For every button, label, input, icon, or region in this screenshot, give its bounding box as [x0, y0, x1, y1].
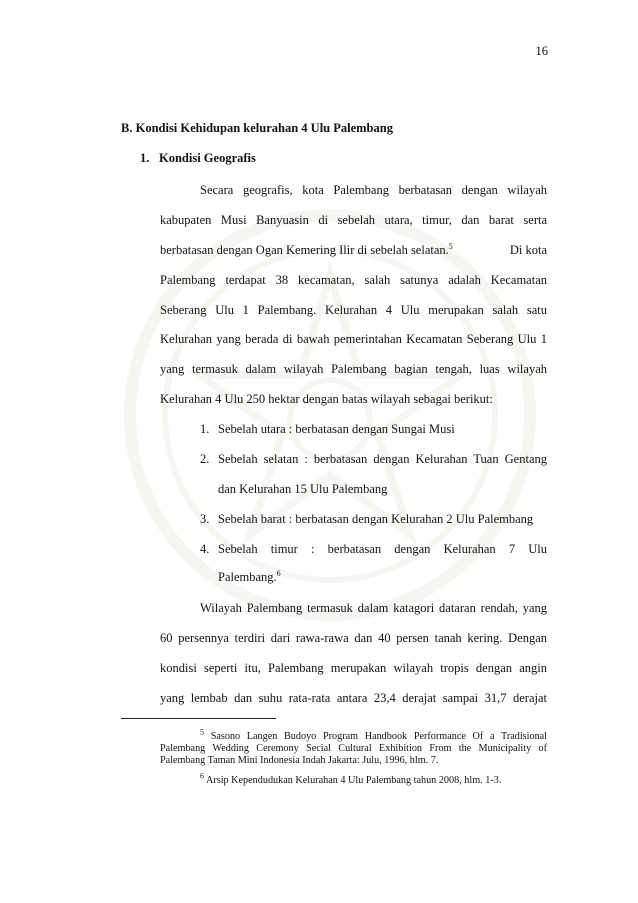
paragraph-line: Kelurahan yang berada di bawah pemerintahan Kecamatan Seberang Ulu 1: [160, 332, 547, 346]
footnote-divider: [121, 718, 276, 719]
list-item: [200, 511, 547, 527]
list-item: [200, 451, 547, 467]
list-item: [200, 421, 547, 437]
paragraph-line: Seberang Ulu 1 Palembang. Kelurahan 4 Ulu merupakan salah satu: [160, 303, 547, 317]
footnote-ref[interactable]: 5: [448, 241, 453, 251]
section-label: B.: [121, 121, 133, 135]
list-item-continuation: dan Kelurahan 15 Ulu Palembang: [218, 482, 388, 496]
list-item-text: Palembang.: [218, 570, 277, 584]
footnote-line: Palembang Wedding Ceremony Secial Cultural Exhibition From the Municipality of: [160, 743, 547, 754]
footnote-marker: 5: [200, 727, 204, 737]
paragraph-line: yang lembab dan suhu rata-rata antara 23,4 derajat sampai 31,7 derajat: [160, 691, 547, 705]
paragraph-line: 60 persennya terdiri dari rawa-rawa dan 40 persen tanah kering. Dengan: [160, 631, 547, 645]
page-number: 16: [535, 44, 548, 58]
section-heading: [121, 121, 393, 136]
subsection-title: Kondisi Geografis: [159, 151, 256, 165]
watermark-seal-icon: [120, 205, 540, 625]
list-item-text: Sebelah timur : berbatasan dengan Kelurahan 7 Ulu: [218, 542, 547, 556]
footnote-6: [200, 771, 547, 787]
section-title: Kondisi Kehidupan kelurahan 4 Ulu Palembang: [135, 121, 393, 135]
list-item-number: 2.: [200, 452, 210, 466]
paragraph-line: Wilayah Palembang termasuk dalam katagori dataran rendah, yang: [200, 601, 547, 615]
subsection-heading: [140, 151, 256, 166]
paragraph-line: yang termasuk dalam wilayah Palembang bagian tengah, luas wilayah: [160, 362, 547, 376]
paragraph-line: [160, 242, 547, 258]
footnote-line: Palembang Taman Mini Indonesia Indah Jakarta: Julu, 1996, hlm. 7.: [160, 755, 439, 766]
paragraph-line: kondisi seperti itu, Palembang merupakan wilayah tropis dengan angin: [160, 661, 547, 675]
footnote-text: Arsip Kependudukan Kelurahan 4 Ulu Palembang tahun 2008, hlm. 1-3.: [205, 775, 502, 786]
footnote-5: [200, 727, 548, 743]
subsection-number: 1.: [140, 151, 150, 165]
footnote-marker: 6: [200, 771, 204, 781]
list-item-number: 4.: [200, 542, 210, 556]
footnote-text: Sasono Langen Budoyo Program Handbook Performance Of a Tradisional: [210, 731, 548, 742]
list-item-number: 3.: [200, 512, 210, 526]
paragraph-line: Kelurahan 4 Ulu 250 hektar dengan batas wilayah sebagai berikut:: [160, 392, 493, 406]
paragraph-line: Palembang terdapat 38 kecamatan, salah satunya adalah Kecamatan: [160, 273, 547, 287]
list-item-continuation: [218, 569, 547, 585]
list-item-text: Sebelah utara : berbatasan dengan Sungai Musi: [218, 422, 455, 436]
paragraph-text: berbatasan dengan Ogan Kemering Ilir di sebelah selatan.: [160, 243, 449, 257]
paragraph-text: Di kota: [509, 243, 547, 257]
list-item: [200, 541, 547, 557]
list-item-text: Sebelah selatan : berbatasan dengan Kelurahan Tuan Gentang: [218, 452, 547, 466]
footnote-ref[interactable]: 6: [276, 568, 281, 578]
list-item-text: Sebelah barat : berbatasan dengan Kelurahan 2 Ulu Palembang: [218, 512, 534, 526]
paragraph-line: Secara geografis, kota Palembang berbatasan dengan wilayah: [200, 183, 547, 197]
paragraph-line: kabupaten Musi Banyuasin di sebelah utara, timur, dan barat serta: [160, 213, 547, 227]
list-item-number: 1.: [200, 422, 210, 436]
